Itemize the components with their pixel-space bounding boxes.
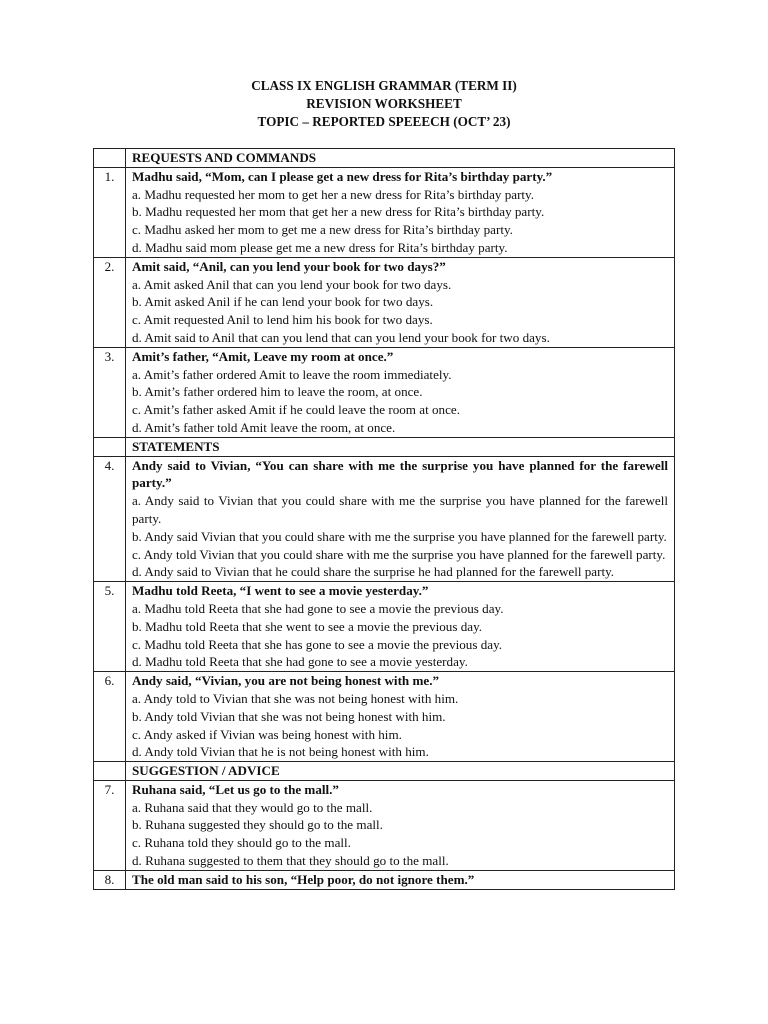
question-text: Ruhana said, “Let us go to the mall.” — [132, 781, 339, 797]
question-row — [94, 672, 675, 762]
worksheet-table — [93, 148, 675, 890]
question-text: Andy said to Vivian, “You can share with me the surprise you have planned for the farewell party.” — [132, 457, 668, 491]
question-number: 4. — [94, 456, 126, 582]
question-row — [94, 870, 675, 889]
worksheet-header — [0, 77, 768, 131]
answer-option: a. Amit’s father ordered Amit to leave the room immediately. — [132, 366, 452, 382]
answer-option: b. Madhu requested her mom that get her a new dress for Rita’s birthday party. — [132, 204, 545, 220]
answer-option: a. Madhu told Reeta that she had gone to see a movie the previous day. — [132, 600, 504, 616]
section-number-cell — [94, 437, 126, 456]
question-row — [94, 167, 675, 257]
question-number: 5. — [94, 582, 126, 672]
question-text: Madhu told Reeta, “I went to see a movie yesterday.” — [132, 583, 429, 599]
question-row — [94, 582, 675, 672]
answer-option: d. Amit said to Anil that can you lend that can you lend your book for two days. — [132, 329, 550, 345]
answer-option: a. Amit asked Anil that can you lend your book for two days. — [132, 276, 452, 292]
question-number: 6. — [94, 672, 126, 762]
answer-option: c. Ruhana told they should go to the mall. — [132, 835, 351, 851]
question-row — [94, 257, 675, 347]
question-number: 1. — [94, 167, 126, 257]
answer-option: b. Amit asked Anil if he can lend your book for two days. — [132, 294, 434, 310]
question-cell — [126, 672, 675, 762]
question-text: Andy said, “Vivian, you are not being honest with me.” — [132, 673, 440, 689]
worksheet-table-body — [94, 149, 675, 890]
question-number: 2. — [94, 257, 126, 347]
question-cell — [126, 870, 675, 889]
question-cell — [126, 582, 675, 672]
answer-option: d. Madhu told Reeta that she had gone to see a movie yesterday. — [132, 654, 468, 670]
question-number: 3. — [94, 347, 126, 437]
section-title: STATEMENTS — [126, 437, 675, 456]
answer-option: b. Andy told Vivian that she was not being honest with him. — [132, 708, 446, 724]
question-text: The old man said to his son, “Help poor, do not ignore them.” — [132, 871, 475, 887]
answer-option: d. Andy said to Vivian that he could share the surprise he had planned for the farewell party. — [132, 564, 615, 580]
header-worksheet-title: REVISION WORKSHEET — [306, 96, 462, 111]
question-number: 8. — [94, 870, 126, 889]
section-title: SUGGESTION / ADVICE — [126, 762, 675, 781]
answer-option: d. Andy told Vivian that he is not being honest with him. — [132, 744, 429, 760]
answer-option: c. Andy told Vivian that you could share with me the surprise you have planned for the farewell party. — [132, 546, 666, 562]
answer-option: b. Amit’s father ordered him to leave the room, at once. — [132, 384, 423, 400]
answer-option: b. Madhu told Reeta that she went to see a movie the previous day. — [132, 618, 483, 634]
answer-option: b. Ruhana suggested they should go to the mall. — [132, 817, 383, 833]
answer-option: d. Amit’s father told Amit leave the room, at once. — [132, 419, 396, 435]
header-class-title: CLASS IX ENGLISH GRAMMAR (TERM II) — [251, 78, 517, 93]
section-row — [94, 762, 675, 781]
question-cell — [126, 257, 675, 347]
answer-option: d. Ruhana suggested to them that they should go to the mall. — [132, 853, 449, 869]
question-cell — [126, 167, 675, 257]
answer-option: a. Madhu requested her mom to get her a new dress for Rita’s birthday party. — [132, 186, 535, 202]
answer-option: d. Madhu said mom please get me a new dress for Rita’s birthday party. — [132, 239, 508, 255]
question-cell — [126, 347, 675, 437]
section-title: REQUESTS AND COMMANDS — [126, 149, 675, 168]
header-topic-title: TOPIC – REPORTED SPEEECH (OCT’ 23) — [257, 114, 511, 129]
question-row — [94, 456, 675, 582]
question-row — [94, 347, 675, 437]
section-number-cell — [94, 762, 126, 781]
question-cell — [126, 780, 675, 870]
section-number-cell — [94, 149, 126, 168]
answer-option: c. Madhu asked her mom to get me a new dress for Rita’s birthday party. — [132, 222, 513, 238]
answer-option: c. Amit requested Anil to lend him his book for two days. — [132, 312, 433, 328]
answer-option: a. Andy told to Vivian that she was not being honest with him. — [132, 690, 459, 706]
question-row — [94, 780, 675, 870]
question-number: 7. — [94, 780, 126, 870]
section-row — [94, 149, 675, 168]
question-cell — [126, 456, 675, 582]
question-text: Amit said, “Anil, can you lend your book for two days?” — [132, 258, 446, 274]
answer-option: b. Andy said Vivian that you could share with me the surprise you have planned for the farewell party. — [132, 528, 667, 544]
answer-option: c. Amit’s father asked Amit if he could leave the room at once. — [132, 402, 460, 418]
section-row — [94, 437, 675, 456]
answer-option: c. Andy asked if Vivian was being honest with him. — [132, 726, 402, 742]
answer-option: a. Andy said to Vivian that you could share with me the surprise you have planned for the farewell party. — [132, 493, 668, 526]
question-text: Madhu said, “Mom, can I please get a new dress for Rita’s birthday party.” — [132, 168, 553, 184]
answer-option: c. Madhu told Reeta that she has gone to see a movie the previous day. — [132, 636, 503, 652]
answer-option: a. Ruhana said that they would go to the mall. — [132, 799, 373, 815]
question-text: Amit’s father, “Amit, Leave my room at once.” — [132, 348, 394, 364]
